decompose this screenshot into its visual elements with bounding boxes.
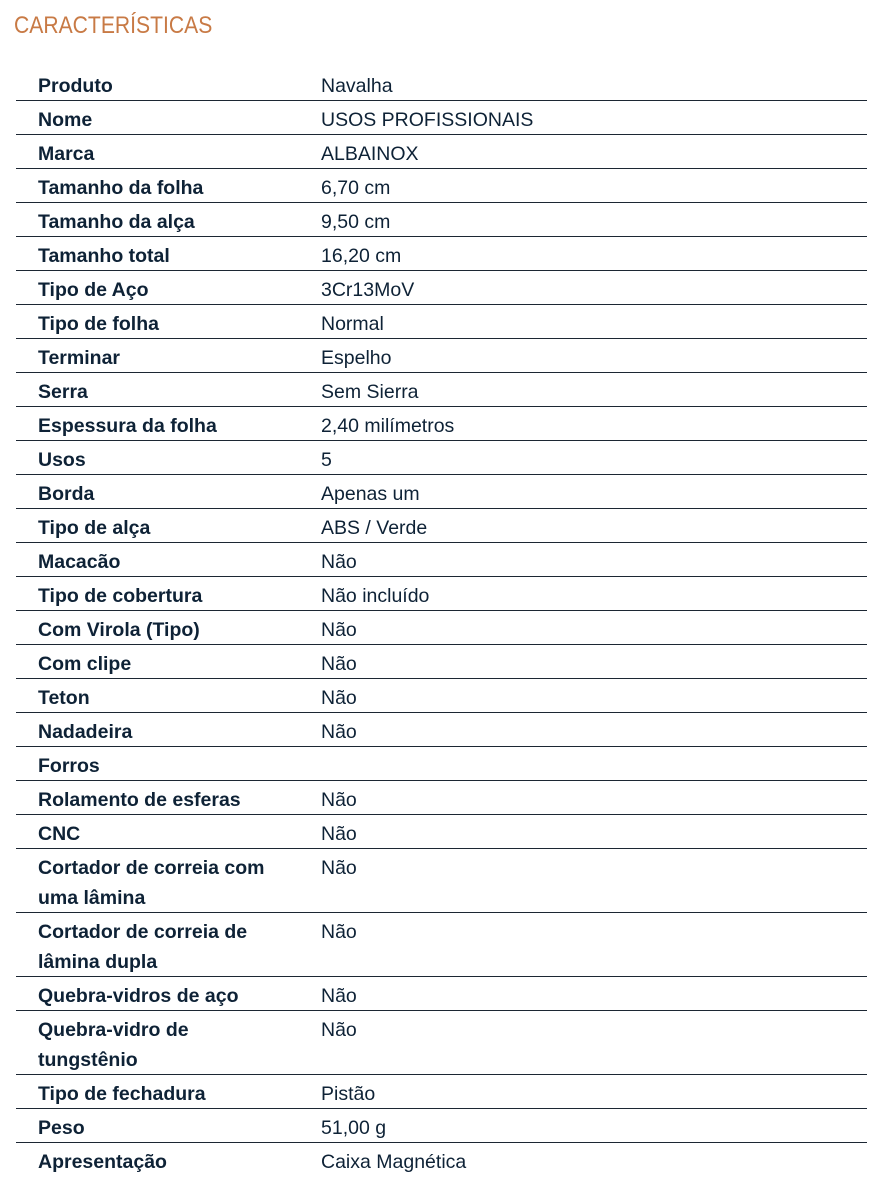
spec-label: Tamanho da alça	[38, 211, 195, 233]
spec-label: Borda	[38, 483, 95, 505]
spec-row-forros	[16, 747, 867, 781]
spec-value: Não	[321, 687, 357, 709]
spec-row-teton	[16, 679, 867, 713]
spec-row-peso	[16, 1109, 867, 1143]
spec-label: Apresentação	[38, 1151, 167, 1173]
spec-row-rolamento-esferas	[16, 781, 867, 815]
spec-value: Não	[321, 857, 357, 879]
spec-row-tipo-alca	[16, 509, 867, 543]
spec-label: Terminar	[38, 347, 120, 369]
spec-value: 2,40 milímetros	[321, 415, 455, 437]
spec-row-serra	[16, 373, 867, 407]
spec-label: Serra	[38, 381, 88, 403]
spec-row-nome	[16, 101, 867, 135]
spec-label: Rolamento de esferas	[38, 789, 241, 811]
spec-value: Pistão	[321, 1083, 376, 1105]
spec-value: 16,20 cm	[321, 245, 402, 267]
spec-row-espessura-folha	[16, 407, 867, 441]
spec-row-tipo-folha	[16, 305, 867, 339]
spec-label: Cortador de correia com uma lâmina	[38, 857, 265, 909]
spec-row-tipo-cobertura	[16, 577, 867, 611]
spec-row-tamanho-folha	[16, 169, 867, 203]
spec-row-nadadeira	[16, 713, 867, 747]
spec-row-tipo-aco	[16, 271, 867, 305]
spec-value: USOS PROFISSIONAIS	[321, 109, 534, 131]
spec-value: Sem Sierra	[321, 381, 419, 403]
section-title: CARACTERÍSTICAS	[14, 12, 213, 39]
spec-value: Não	[321, 619, 357, 641]
spec-label: Peso	[38, 1117, 85, 1139]
spec-value: 6,70 cm	[321, 177, 391, 199]
spec-label: Forros	[38, 755, 100, 777]
spec-row-com-clipe	[16, 645, 867, 679]
spec-value: Não	[321, 1019, 357, 1041]
spec-value: Não incluído	[321, 585, 430, 607]
spec-label: Marca	[38, 143, 95, 165]
spec-label: Macacão	[38, 551, 121, 573]
spec-value: Não	[321, 921, 357, 943]
spec-row-quebra-vidro-tungstenio	[16, 1011, 867, 1075]
spec-label: Com Virola (Tipo)	[38, 619, 200, 641]
spec-row-quebra-vidros-aco	[16, 977, 867, 1011]
spec-row-borda	[16, 475, 867, 509]
spec-label: Quebra-vidros de aço	[38, 985, 239, 1007]
spec-row-tipo-fechadura	[16, 1075, 867, 1109]
specs-table	[16, 67, 867, 1177]
spec-label: Com clipe	[38, 653, 132, 675]
spec-row-tamanho-total	[16, 237, 867, 271]
spec-value: Não	[321, 551, 357, 573]
spec-label: Nome	[38, 109, 93, 131]
spec-value: Caixa Magnética	[321, 1151, 467, 1173]
spec-label: Produto	[38, 75, 113, 97]
spec-row-tamanho-alca	[16, 203, 867, 237]
spec-row-com-virola	[16, 611, 867, 645]
spec-label: Tipo de Aço	[38, 279, 149, 301]
spec-label: Cortador de correia de lâmina dupla	[38, 921, 248, 973]
spec-value: Normal	[321, 313, 384, 335]
spec-value: Não	[321, 721, 357, 743]
spec-row-produto	[16, 67, 867, 101]
spec-label: Tamanho total	[38, 245, 170, 267]
spec-label: Tipo de cobertura	[38, 585, 203, 607]
spec-label: Quebra-vidro de tungstênio	[38, 1019, 189, 1071]
spec-value: ABS / Verde	[321, 517, 428, 539]
spec-row-cnc	[16, 815, 867, 849]
spec-value: 3Cr13MoV	[321, 279, 415, 301]
spec-value: Não	[321, 653, 357, 675]
spec-row-cortador-uma-lamina	[16, 849, 867, 913]
spec-row-usos	[16, 441, 867, 475]
spec-row-macacao	[16, 543, 867, 577]
spec-value: 9,50 cm	[321, 211, 391, 233]
spec-label: Tipo de alça	[38, 517, 151, 539]
spec-row-marca	[16, 135, 867, 169]
spec-label: Tamanho da folha	[38, 177, 204, 199]
spec-label: Teton	[38, 687, 90, 709]
spec-row-cortador-lamina-dupla	[16, 913, 867, 977]
spec-value: Não	[321, 985, 357, 1007]
spec-label: Espessura da folha	[38, 415, 217, 437]
spec-value: Não	[321, 823, 357, 845]
spec-value: ALBAINOX	[321, 143, 419, 165]
spec-value: Espelho	[321, 347, 392, 369]
spec-value: 51,00 g	[321, 1117, 387, 1139]
spec-label: CNC	[38, 823, 81, 845]
spec-row-terminar	[16, 339, 867, 373]
spec-row-apresentacao	[16, 1143, 867, 1177]
spec-label: Usos	[38, 449, 86, 471]
spec-label: Nadadeira	[38, 721, 133, 743]
spec-value: Não	[321, 789, 357, 811]
spec-value: Navalha	[321, 75, 393, 97]
spec-label: Tipo de fechadura	[38, 1083, 206, 1105]
spec-label: Tipo de folha	[38, 313, 159, 335]
spec-value: Apenas um	[321, 483, 420, 505]
spec-value: 5	[321, 449, 332, 471]
